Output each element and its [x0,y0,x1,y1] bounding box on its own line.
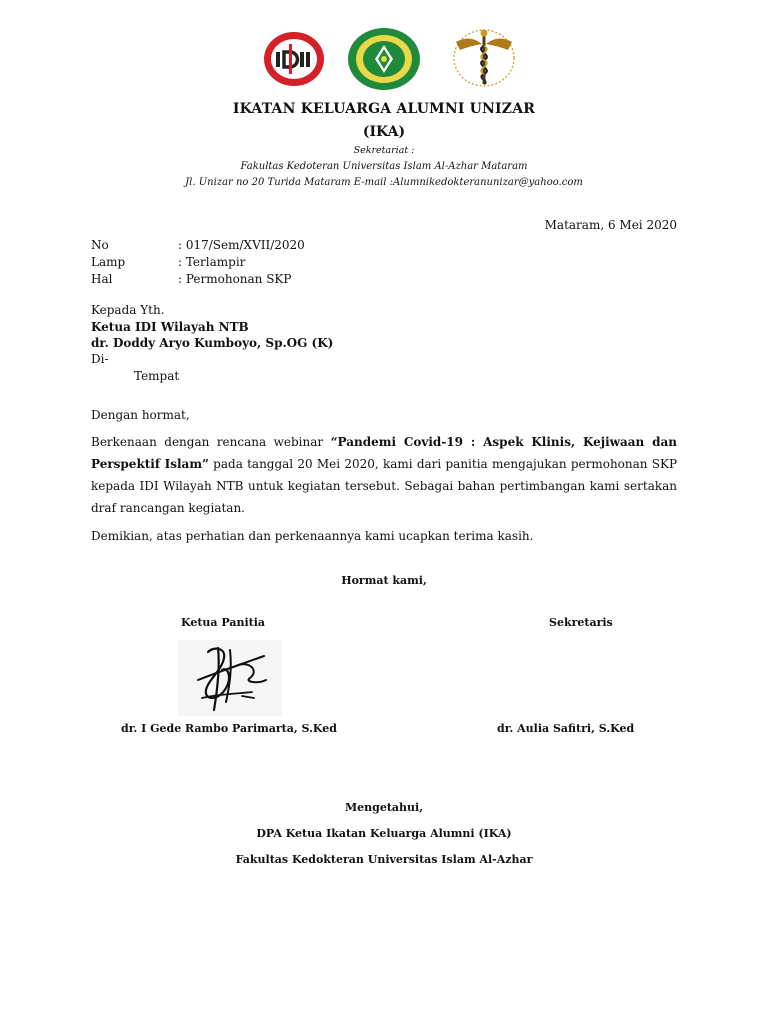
acknowledgement-line-1: DPA Ketua Ikatan Keluarga Alumni (IKA) [256,827,512,840]
meta-label-no: No [91,238,109,252]
acknowledgement-line-2: Fakultas Kedokteran Universitas Islam Al-Azhar [235,853,533,866]
closing-phrase: Hormat kami, [341,574,427,587]
organization-abbreviation: (IKA) [362,124,406,140]
medical-caduceus-icon [448,24,520,90]
university-seal-icon [346,26,422,92]
secretariat-contact: Jl. Unizar no 20 Turida Mataram E-mail :Alumnikedokteranunizar@yahoo.com [185,177,583,188]
letter-date: Mataram, 6 Mei 2020 [544,218,677,232]
signer-role-left: Ketua Panitia [181,616,266,629]
recipient-salutation: Kepada Yth. [91,303,165,317]
meta-value-hal: : Permohonan SKP [178,272,292,286]
paragraph-1-rest: pada tanggal 20 Mei 2020, kami dari panitia mengajukan permohonan SKP kepada IDI Wilayah NTB untuk kegiatan tersebut. Sebagai bahan pertimbangan kami sertakan draf rancangan kegiatan. [91,457,678,515]
secretariat-address: Fakultas Kedoteran Universitas Islam Al-Azhar Mataram [240,161,528,172]
secretariat-label: Sekretariat : [353,145,415,156]
meta-label-lamp: Lamp [91,255,126,269]
recipient-name: dr. Doddy Aryo Kumboyo, Sp.OG (K) [91,336,334,350]
body-paragraph-2: Demikian, atas perhatian dan perkenaannya kami ucapkan terima kasih. [91,529,534,543]
acknowledgement-label: Mengetahui, [344,801,424,814]
signer-name-right: dr. Aulia Safitri, S.Ked [497,722,635,735]
signer-role-right: Sekretaris [549,616,613,629]
meta-value-no: : 017/Sem/XVII/2020 [178,238,305,252]
meta-value-lamp: : Terlampir [178,255,246,269]
recipient-at: Di- [91,352,109,366]
greeting: Dengan hormat, [91,408,190,422]
meta-label-hal: Hal [91,272,113,286]
recipient-title: Ketua IDI Wilayah NTB [91,320,249,334]
idi-logo-icon [262,30,326,88]
signer-name-left: dr. I Gede Rambo Parimarta, S.Ked [121,722,337,735]
body-paragraph-1 [91,431,677,519]
recipient-place: Tempat [134,369,180,383]
webinar-title: “Pandemi Covid-19 : Aspek Klinis, Kejiwaan dan Perspektif Islam” [91,435,678,471]
organization-name: IKATAN KELUARGA ALUMNI UNIZAR [232,101,536,117]
handwritten-signature [178,640,282,716]
paragraph-1-intro: Berkenaan dengan rencana webinar [91,435,331,449]
